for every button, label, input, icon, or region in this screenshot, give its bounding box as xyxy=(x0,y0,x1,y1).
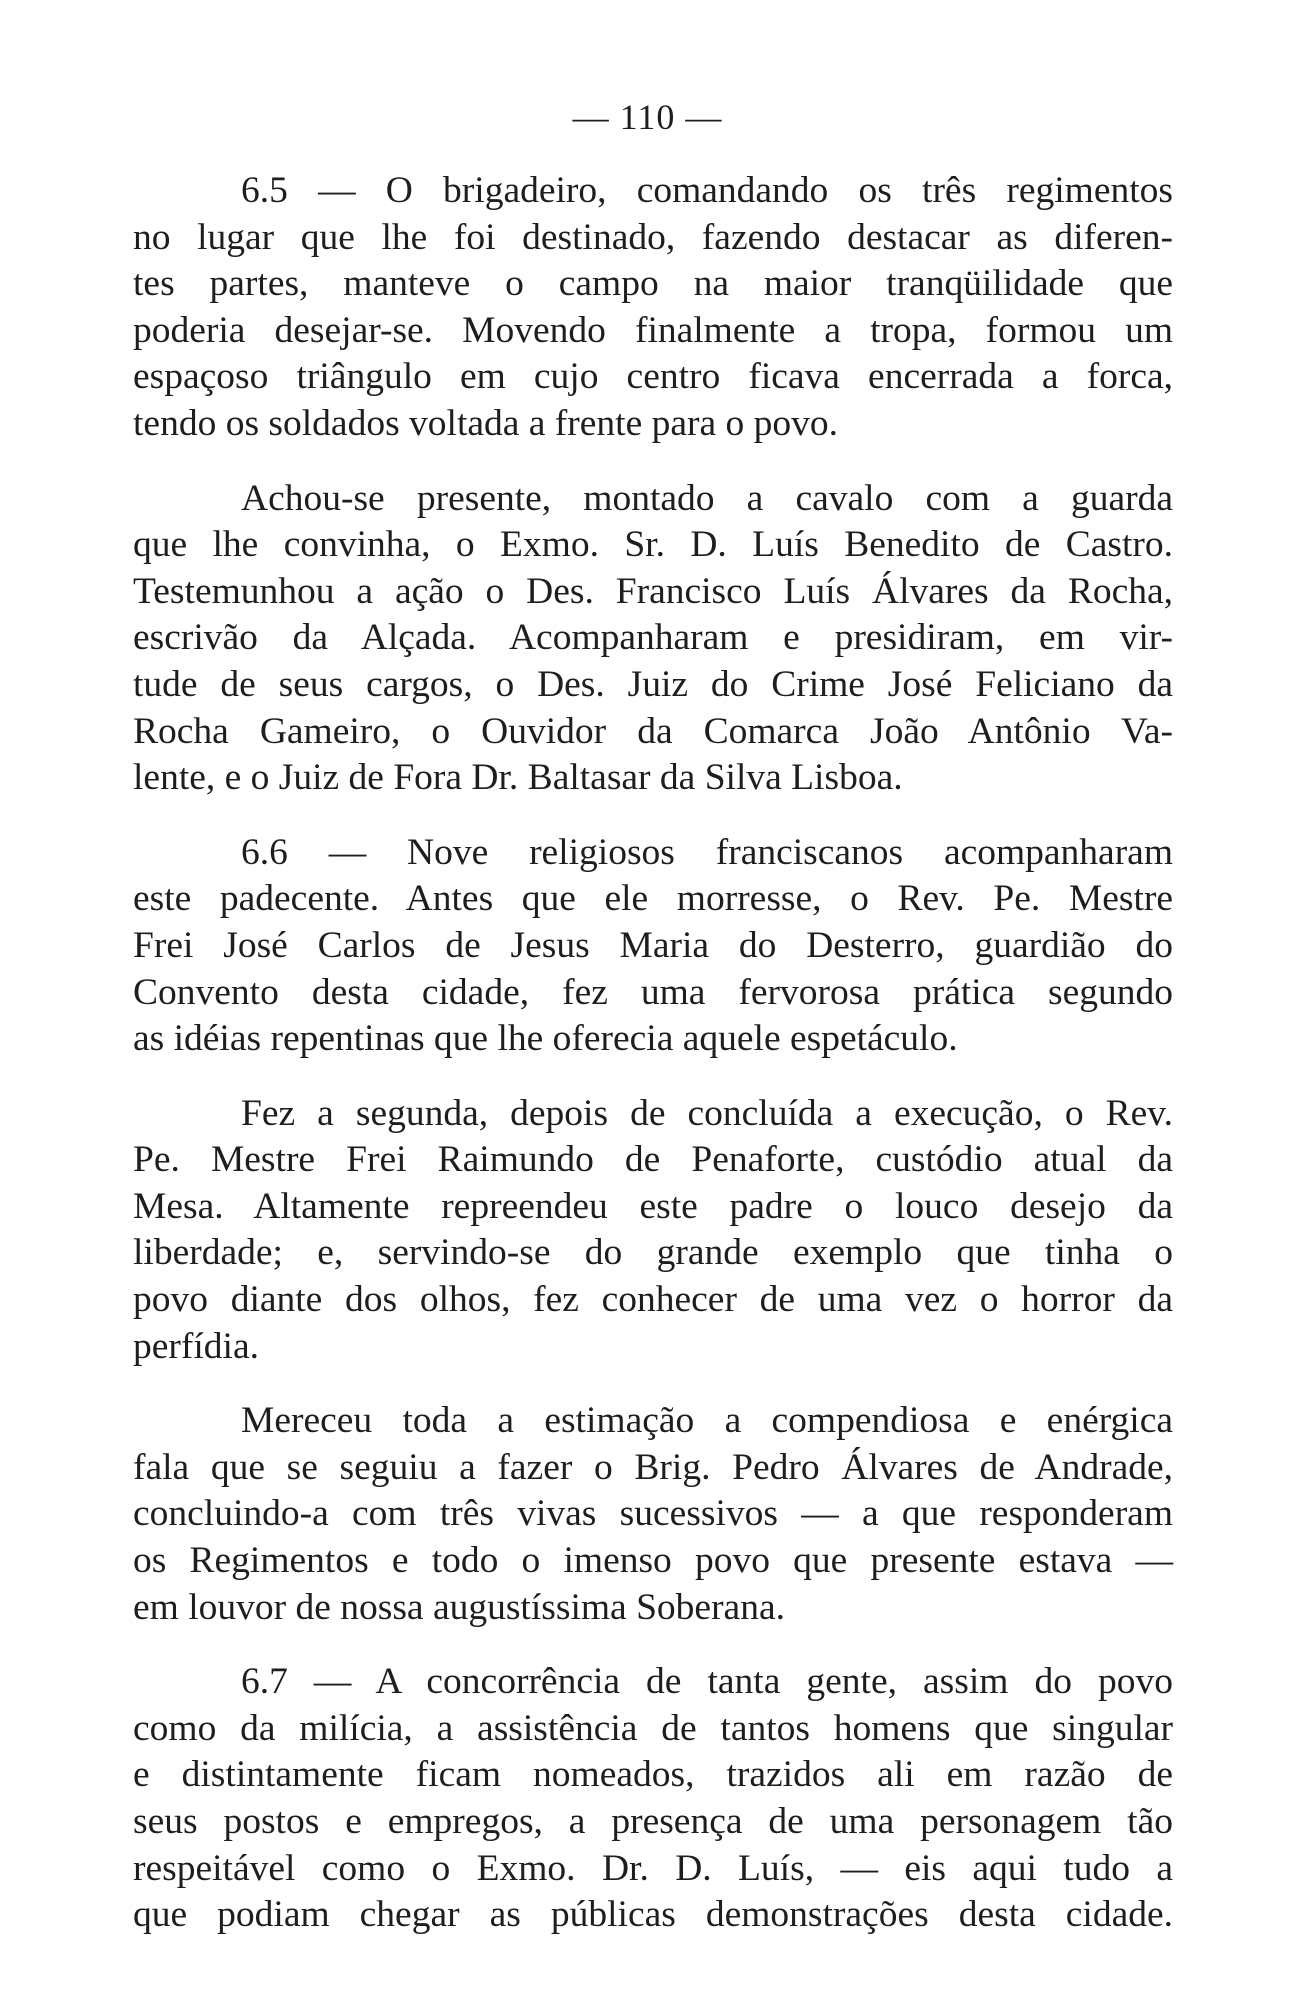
text-line: povo diante dos olhos, fez conhecer de uma vez o horror da xyxy=(133,1279,1173,1321)
text-line: Frei José Carlos de Jesus Maria do Desterro, guardião do xyxy=(133,924,1173,966)
text-line: os Regimentos e todo o imenso povo que presente estava — xyxy=(133,1540,1173,1582)
text-line: fala que se seguiu a fazer o Brig. Pedro Álvares de Andrade, xyxy=(133,1446,1173,1488)
text-line: Convento desta cidade, fez uma fervorosa prática segundo xyxy=(133,971,1173,1013)
text-line: Testemunhou a ação o Des. Francisco Luís Álvares da Rocha, xyxy=(133,570,1173,612)
text-line: Achou-se presente, montado a cavalo com a guarda xyxy=(241,477,1173,519)
paragraph-gap xyxy=(133,802,1173,830)
paragraph xyxy=(133,1398,1173,1631)
text-line: liberdade; e, servindo-se do grande exemplo que tinha o xyxy=(133,1232,1173,1274)
paragraph xyxy=(133,830,1173,1063)
text-line: as idéias repentinas que lhe oferecia aquele espetáculo. xyxy=(133,1018,958,1060)
text-line: em louvor de nossa augustíssima Soberana. xyxy=(133,1586,785,1628)
text-line: Mereceu toda a estimação a compendiosa e enérgica xyxy=(241,1400,1173,1442)
text-line: no lugar que lhe foi destinado, fazendo destacar as diferen- xyxy=(133,216,1173,258)
page-number: — 110 — xyxy=(572,97,723,137)
paragraph xyxy=(133,168,1173,448)
text-line: 6.7 — A concorrência de tanta gente, assim do povo xyxy=(241,1661,1173,1703)
paragraph xyxy=(133,476,1173,802)
text-line: Mesa. Altamente repreendeu este padre o louco desejo da xyxy=(133,1185,1173,1227)
paragraph xyxy=(133,1659,1173,1939)
text-line: que lhe convinha, o Exmo. Sr. D. Luís Benedito de Castro. xyxy=(133,524,1173,566)
paragraph-gap xyxy=(133,1631,1173,1659)
text-line: que podiam chegar as públicas demonstrações desta cidade. xyxy=(133,1894,1173,1936)
paragraph xyxy=(133,1091,1173,1371)
paragraph-gap xyxy=(133,1370,1173,1398)
text-line: este padecente. Antes que ele morresse, o Rev. Pe. Mestre xyxy=(133,878,1173,920)
text-line: respeitável como o Exmo. Dr. D. Luís, — eis aqui tudo a xyxy=(133,1847,1173,1889)
text-line: poderia desejar-se. Movendo finalmente a tropa, formou um xyxy=(133,309,1173,351)
text-line: escrivão da Alçada. Acompanharam e presidiram, em vir- xyxy=(133,617,1173,659)
text-line: tendo os soldados voltada a frente para o povo. xyxy=(133,402,839,444)
text-line: Rocha Gameiro, o Ouvidor da Comarca João Antônio Va- xyxy=(133,710,1173,752)
paragraph-gap xyxy=(133,1063,1173,1091)
text-line: perfídia. xyxy=(133,1325,259,1367)
text-line: e distintamente ficam nomeados, trazidos ali em razão de xyxy=(133,1754,1173,1796)
text-line: 6.6 — Nove religiosos franciscanos acompanharam xyxy=(241,831,1173,873)
text-line: 6.5 — O brigadeiro, comandando os três regimentos xyxy=(241,170,1173,211)
text-line: seus postos e empregos, a presença de uma personagem tão xyxy=(133,1801,1173,1842)
text-line: Fez a segunda, depois de concluída a execução, o Rev. xyxy=(241,1092,1173,1134)
paragraph-gap xyxy=(133,448,1173,476)
body-text xyxy=(133,168,1173,1939)
text-line: tude de seus cargos, o Des. Juiz do Crime José Feliciano da xyxy=(133,663,1173,705)
text-line: lente, e o Juiz de Fora Dr. Baltasar da Silva Lisboa. xyxy=(133,757,903,799)
text-line: concluindo-a com três vivas sucessivos — a que responderam xyxy=(133,1493,1173,1535)
text-line: como da milícia, a assistência de tantos homens que singular xyxy=(133,1707,1173,1749)
text-line: espaçoso triângulo em cujo centro ficava encerrada a forca, xyxy=(133,356,1173,398)
text-line: Pe. Mestre Frei Raimundo de Penaforte, custódio atual da xyxy=(133,1139,1173,1181)
text-line: tes partes, manteve o campo na maior tranqüilidade que xyxy=(133,263,1173,305)
